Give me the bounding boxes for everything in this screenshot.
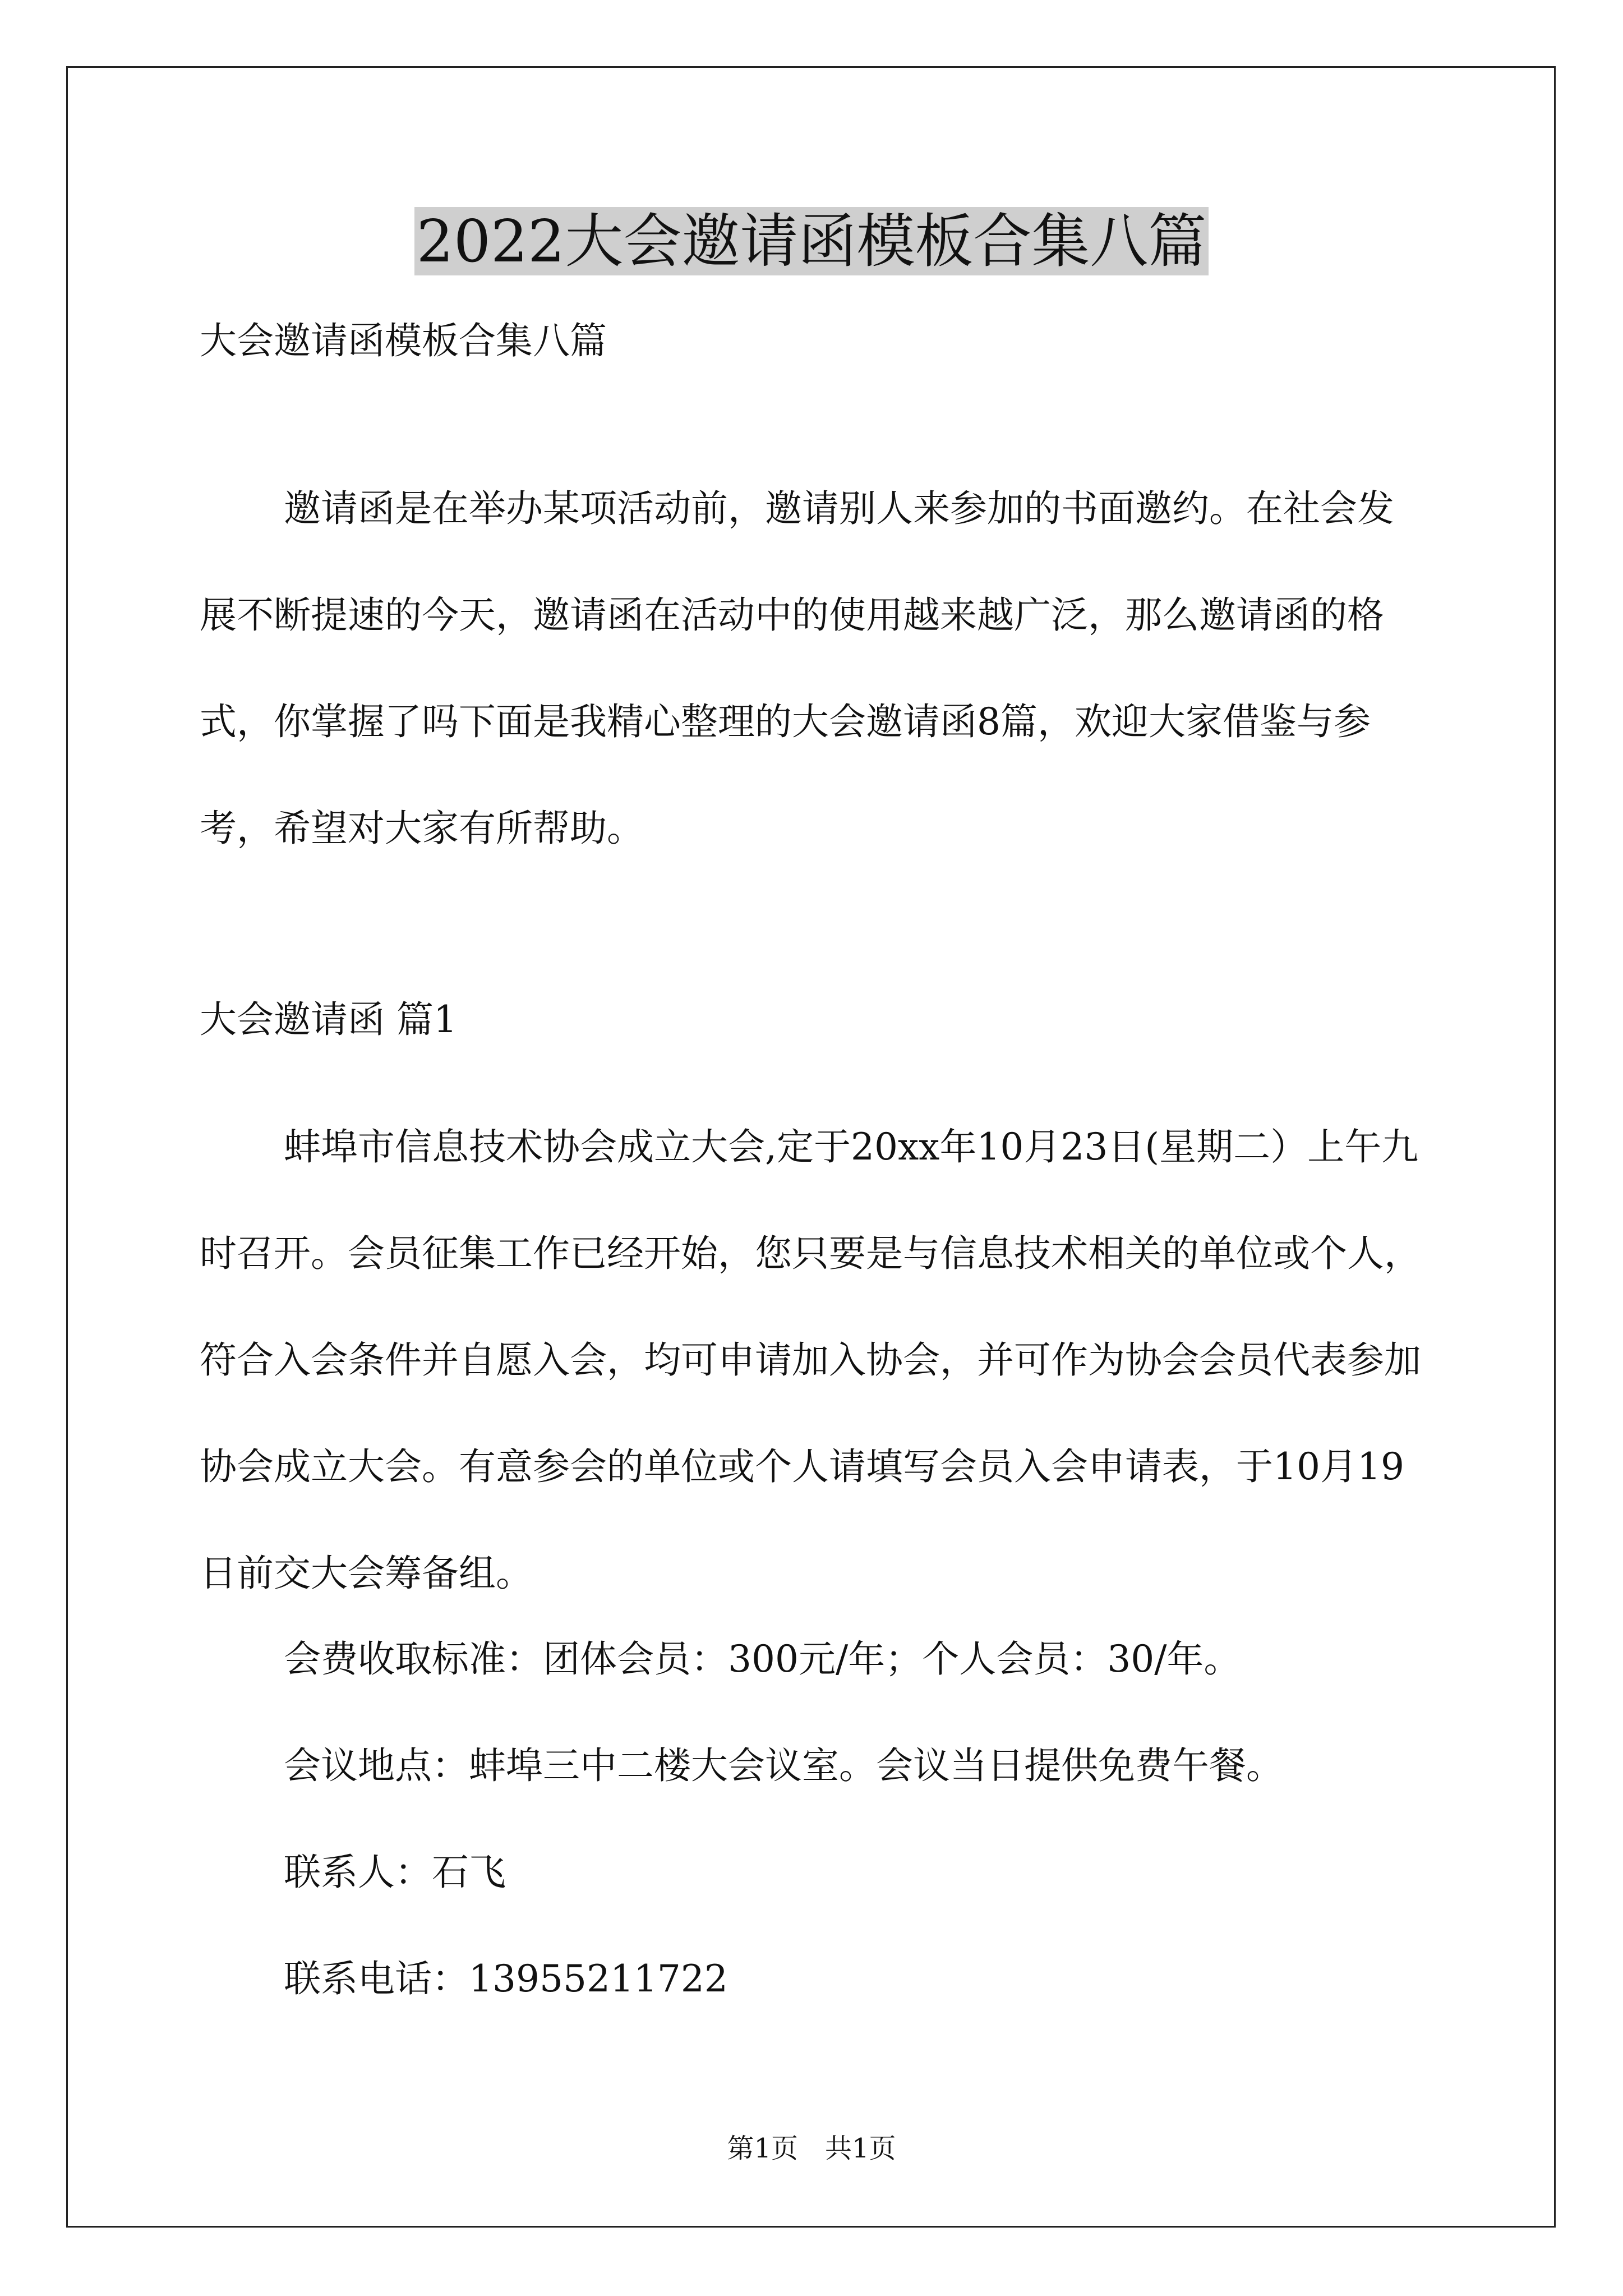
section-heading: 大会邀请函 篇1 <box>200 998 457 1041</box>
page-footer: 第1页 共1页 <box>727 2133 896 2164</box>
fee-line: 会费收取标准：团体会员：300元/年；个人会员：30/年。 <box>284 1637 1241 1681</box>
document-title <box>0 202 1623 280</box>
intro-paragraph: 邀请函是在举办某项活动前，邀请别人来参加的书面邀约。在社会发展不断提速的今天，邀请函在活动中的使用越来越广泛，那么邀请函的格式，你掌握了吗下面是我精心整理的大会邀请函8篇，欢迎大家借鉴与参考，希望对大家有所帮助。 <box>200 487 1394 850</box>
section-paragraph: 蚌埠市信息技术协会成立大会,定于20xx年10月23日(星期二）上午九时召开。会员征集工作已经开始，您只要是与信息技术相关的单位或个人，符合入会条件并自愿入会，均可申请加入协会，并可作为协会会员代表参加协会成立大会。有意参会的单位或个人请填写会员入会申请表，于10月19日前交大会筹备组。 <box>200 1125 1421 1595</box>
document-title-text: 2022大会邀请函模板合集八篇 <box>414 207 1209 275</box>
phone-line: 联系电话：13955211722 <box>284 1957 728 2000</box>
document-subtitle: 大会邀请函模板合集八篇 <box>200 319 607 362</box>
venue-line: 会议地点：蚌埠三中二楼大会议室。会议当日提供免费午餐。 <box>284 1744 1283 1787</box>
contact-line: 联系人：石飞 <box>284 1851 506 1894</box>
